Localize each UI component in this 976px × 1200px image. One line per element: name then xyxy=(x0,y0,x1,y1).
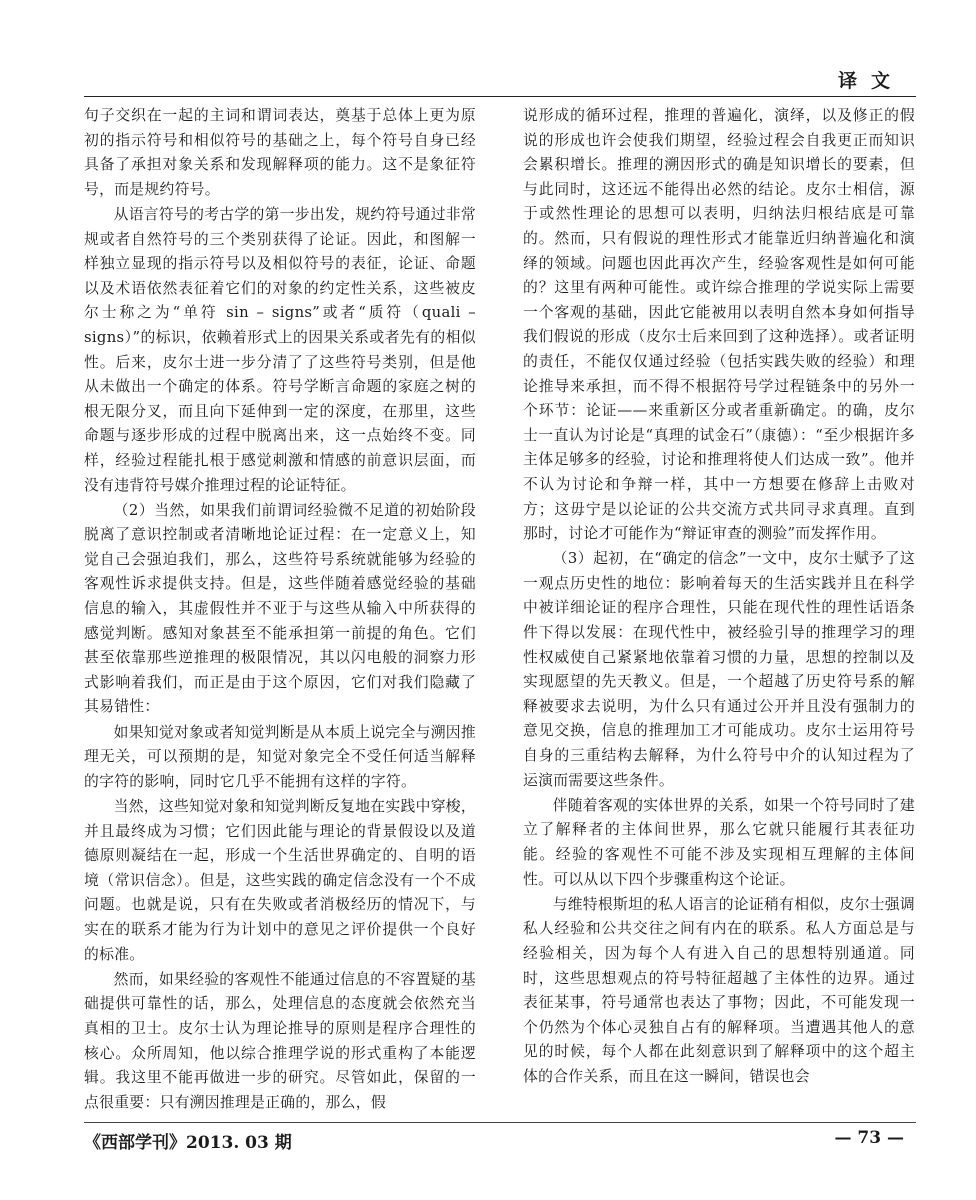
journal-issue: 《西部学刊》2013. 03 期 xyxy=(84,1133,292,1153)
paragraph: 然而，如果经验的客观性不能通过信息的不容置疑的基础提供可靠性的话，那么，处理信息的态度就会依然充当真相的卫士。皮尔士认为理论推导的原则是程序合理性的核心。众所周知，他以综合推理学说的形式重构了本能逻辑。我这里不能再做进一步的研究。尽管如此，保留的一点很重要：只有溯因推理是正确的，那么，假 xyxy=(84,970,476,1111)
quote-paragraph: 如果知觉对象或者知觉判断是从本质上说完全与溯因推理无关，可以预期的是，知觉对象完全不受任何适当解释的字符的影响，同时它几乎不能拥有这样的字符。 xyxy=(84,723,476,790)
paragraph: （3）起初，在“确定的信念”一文中，皮尔士赋予了这一观点历史性的地位：影响着每天的生活实践并且在科学中被详细论证的程序合理性，只能在现代性的理性话语条件下得以发展：在现代性中，被经验引导的推理学习的理性权威使自己紧紧地依靠着习惯的力量，思想的控制以及实现愿望的先天教义。但是，一个超越了历史符号系的解释被要求去说明，为什么只有通过公开并且没有强制力的意见交换，信息的推理加工才可能成功。皮尔士运用符号自身的三重结构去解释，为什么符号中介的认知过程为了运演而需要这些条件。 xyxy=(523,550,915,789)
page-number: — 73 — xyxy=(834,1128,904,1148)
right-column xyxy=(523,104,915,1120)
paragraph: 当然，这些知觉对象和知觉判断反复地在实践中穿梭，并且最终成为习惯；它们因此能与理论的背景假设以及道德原则凝结在一起，形成一个生活世界确定的、自明的语境（常识信念）。但是，这些实践的确定信念没有一个不成问题。也就是说，只有在失败或者消极经历的情况下，与实在的联系才能为行为计划中的意见之评价提供一个良好的标准。 xyxy=(84,798,476,963)
paragraph: 从语言符号的考古学的第一步出发，规约符号通过非常规或者自然符号的三个类别获得了论证。因此，和图解一样独立显现的指示符号以及相似符号的表征，论证、命题以及术语依然表征着它们的对象的约定性关系，这些被皮尔士称之为“单符 sin – signs”或者“质符（quali – signs）”的标识，依赖着形式上的因果关系或者先有的相似性。后来，皮尔士进一步分清了了这些符号类别，但是他从未做出一个确定的体系。符号学断言命题的家庭之树的根无限分叉，而且向下延伸到一定的深度，在那里，这些命题与逐步形成的过程中脱离出来，这一点始终不变。同样，经验过程能扎根于感觉刺激和情感的前意识层面，而没有违背符号媒介推理过程的论证特征。 xyxy=(84,205,476,494)
paragraph: 与维特根斯坦的私人语言的论证稍有相似，皮尔士强调私人经验和公共交往之间有内在的联系。私人方面总是与经验相关，因为每个人有进入自己的思想特别通道。同时，这些思想观点的符号特征超越了主体性的边界。通过表征某事，符号通常也表达了事物；因此，不可能发现一个仍然为个体心灵独自占有的解释项。当遭遇其他人的意见的时候，每个人都在此刻意识到了解释项中的这个超主体的合作关系，而且在这一瞬间，错误也会 xyxy=(523,895,915,1085)
left-column xyxy=(84,104,476,1120)
paragraph: （2）当然，如果我们前谓词经验微不足道的初始阶段脱离了意识控制或者清晰地论证过程：在一定意义上，知觉自己会强迫我们，那么，这些符号系统就能够为经验的客观性诉求提供支持。但是，这些伴随着感觉经验的基础信息的输入，其虚假性并不亚于与这些从输入中所获得的感觉判断。感知对象甚至不能承担第一前提的角色。它们甚至依靠那些逆推理的极限情况，其以闪电般的洞察力形式影响着我们，而正是由于这个原因，它们对我们隐藏了其易错性： xyxy=(84,501,476,716)
paragraph: 句子交织在一起的主词和谓词表达，奠基于总体上更为原初的指示符号和相似符号的基础之上，每个符号自身已经具备了承担对象关系和发现解释项的能力。这不是象征符号，而是规约符号。 xyxy=(84,107,476,198)
paragraph: 伴随着客观的实体世界的关系，如果一个符号同时了建立了解释者的主体间世界，那么它就只能履行其表征功能。经验的客观性不可能不涉及实现相互理解的主体间性。可以从以下四个步骤重构这个论证。 xyxy=(523,796,915,888)
footer-rule xyxy=(84,1122,916,1123)
section-tag: 译文 xyxy=(837,70,904,92)
paragraph: 说形成的循环过程，推理的普遍化，演绎，以及修正的假说的形成也许会使我们期望，经验过程会自我更正而知识会累积增长。推理的溯因形式的确是知识增长的要素，但与此同时，这还远不能得出必然的结论。皮尔士相信，源于或然性理论的思想可以表明，归纳法归根结底是可靠的。然而，只有假说的理性形式才能靠近归纳普遍化和演绎的领域。问题也因此再次产生，经验客观性是如何可能的？这里有两种可能性。或许综合推理的学说实际上需要一个客观的基础，因此它能被用以表明自然本身如何指导我们假说的形成（皮尔士后来回到了这种选择）。或者证明的责任，不能仅仅通过经验（包括实践失败的经验）和理论推导来承担，而不得不根据符号学过程链条中的另外一个环节：论证——来重新区分或者重新确定。的确，皮尔士一直认为讨论是“真理的试金石”（康德）：“至少根据许多主体足够多的经验，讨论和推理将使人们达成一致”。他并不认为讨论和争辩一样，其中一方想要在修辞上击败对方；这毋宁是以论证的公共交流方式共同寻求真理。直到那时，讨论才可能作为“辩证审查的测验”而发挥作用。 xyxy=(523,107,915,543)
header-rule xyxy=(84,96,916,97)
